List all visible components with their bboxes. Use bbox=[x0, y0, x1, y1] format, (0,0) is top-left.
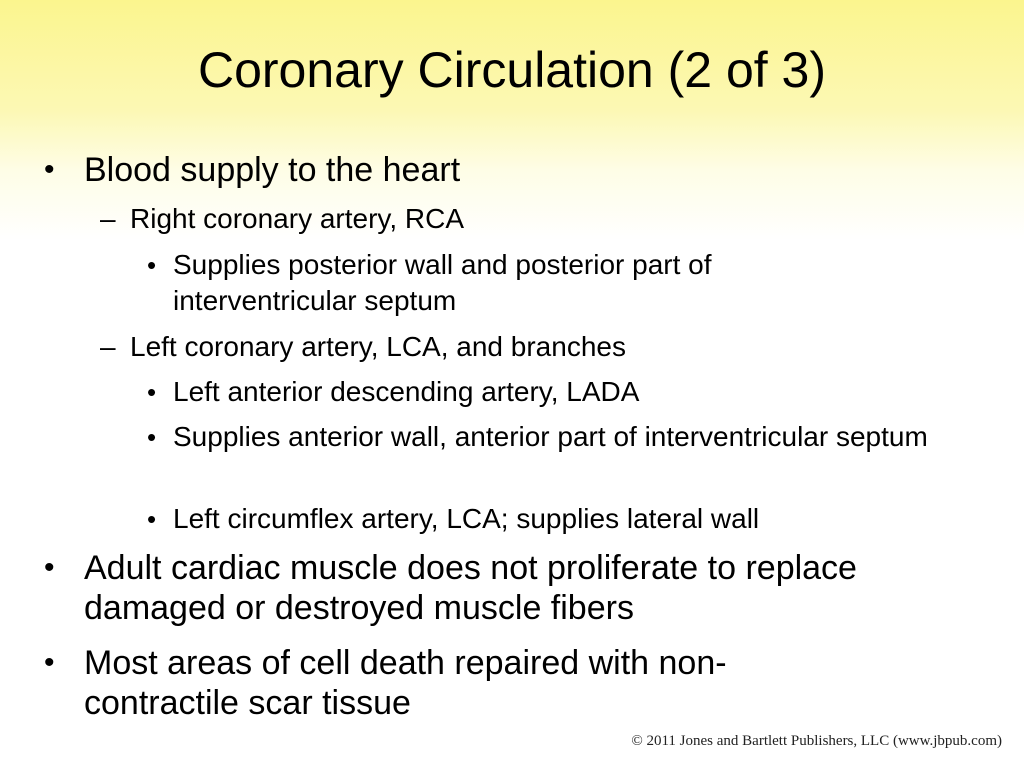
dash-marker: – bbox=[100, 331, 116, 362]
slide-title: Coronary Circulation (2 of 3) bbox=[197, 42, 827, 98]
bullet-marker: • bbox=[44, 646, 55, 679]
bullet-text: Left anterior descending artery, LADA bbox=[173, 376, 640, 407]
copyright-footer: © 2011 Jones and Bartlett Publishers, LLC (www.jbpub.com) bbox=[631, 733, 1002, 749]
bullet-marker: • bbox=[147, 377, 157, 407]
bullet-marker: • bbox=[44, 551, 55, 584]
bullet-text: Left coronary artery, LCA, and branches bbox=[130, 331, 626, 362]
bullet-text: Left circumflex artery, LCA; supplies lateral wall bbox=[173, 503, 760, 534]
bullet-marker: • bbox=[147, 250, 157, 280]
bullet-marker: • bbox=[147, 422, 157, 452]
bullet-text: Most areas of cell death repaired with non-contractile scar tissue bbox=[84, 644, 727, 722]
bullet-text: Right coronary artery, RCA bbox=[130, 203, 465, 234]
bullet-marker: • bbox=[44, 153, 55, 186]
bullet-text: Adult cardiac muscle does not proliferate to replace damaged or destroyed muscle fibers bbox=[84, 549, 857, 627]
dash-marker: – bbox=[100, 203, 116, 234]
bullet-text: Supplies anterior wall, anterior part of interventricular septum bbox=[173, 421, 928, 452]
bullet-marker: • bbox=[147, 504, 157, 534]
bullet-text: Supplies posterior wall and posterior part of interventricular septum bbox=[173, 249, 712, 316]
bullet-text: Blood supply to the heart bbox=[84, 151, 461, 189]
